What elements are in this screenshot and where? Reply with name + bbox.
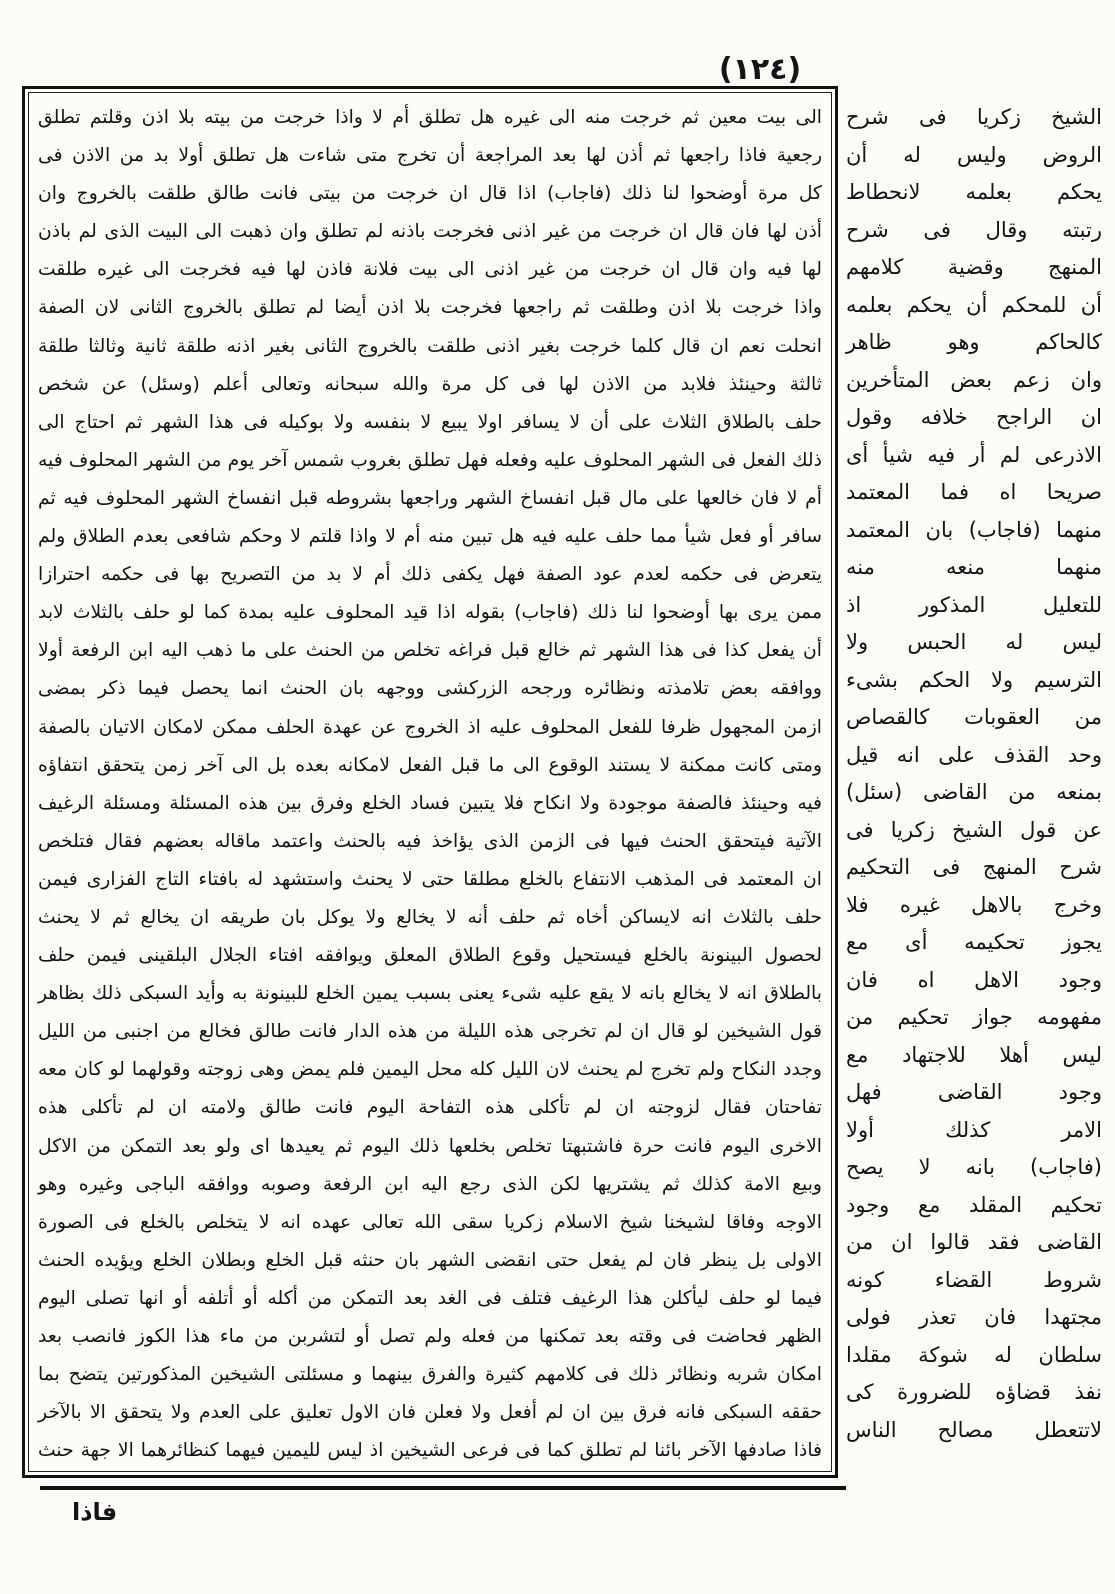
margin-note-line: القاضى فقد قالوا ان من	[846, 1230, 1102, 1254]
main-text-line: سافر أو فعل شيأ مما حلف عليه فيه هل تبين منه أم لا واذا قلتم لا وحكم شافعى بعدم الطلاق ولم	[38, 526, 822, 548]
main-text-line: حلف بالثلاث انه لايساكن أخاه ثم حلف أنه لا يخالع ولا يوكل بان طريقه ان يخالع ثم لا يحنث	[38, 906, 822, 928]
margin-notes-column	[846, 99, 1102, 1449]
main-text-line: الظهر فحاضت فى وقته بعد تمكنها من فعله ولم تصل أو لتشربن من ماء هذا الكوز فانصب بعد	[38, 1326, 822, 1347]
main-text-line: فيما لو حلف ليأكلن هذا الرغيف فتلف فى الغد بعد التمكن من أكله أو أتلفه أو انها تصلى اليوم	[38, 1287, 822, 1309]
margin-note-line: شروط القضاء كونه	[846, 1267, 1102, 1292]
main-text-line: واذا خرجت بلا اذن وطلقت ثم راجعها فخرجت بلا اذن أيضا لم تطلق بالخروج الثانى لان الصفة	[38, 297, 822, 319]
catchword: فاذا	[72, 1498, 118, 1526]
margin-note-line: منهما (فاجاب) بان المعتمد	[846, 517, 1102, 542]
main-text-line: الى بيت معين ثم خرجت منه الى غيره هل تطلق أم لا واذا خرجت من بيته بلا اذن وقلتم تطلق	[38, 107, 822, 128]
main-text-line: كل مرة أوضحوا لنا ذلك (فاجاب) اذا قال ان خرجت من بيتى فانت طالق طلقت بالخروج وان	[38, 183, 822, 205]
main-text-line: الاخرى اليوم فانت حرة فاشتبهتا تخلص بخلعها ذلك اليوم ثم يعيدها اى ولو بعد التمكن من الاكل	[38, 1135, 822, 1157]
main-text-line: أم لا فان خالعها على مال قبل انفساخ الشهر وراجعها بشروطه قبل انفساخ الشهر المحلوف فيه ثم	[38, 487, 822, 509]
margin-note-line: من العقوبات كالقصاص	[846, 705, 1102, 729]
main-text-line: وجدد النكاح ولم تخرج لم يحنث لان الليل كله محل اليمين فلم يمض وهى زوجته وقولهما لو كان معه	[38, 1059, 822, 1081]
margin-note-line: ليس أهلا للاجتهاد مع	[846, 1042, 1102, 1067]
main-text-line: أذن لها فان قال ان خرجت من غير اذنى فخرجت باذنه لم تطلق وان ذهبت الى البيت الذى لم باذن	[38, 221, 822, 243]
margin-note-line: مجتهدا فان تعذر فولى	[846, 1305, 1102, 1329]
main-text-line: الاوجه وفاقا لشيخنا شيخ الاسلام زكريا سقى الله تعالى عهده انه لا يتخلص بالخلع فى الصورة	[38, 1211, 822, 1233]
main-text-line: انحلت نعم ان قال كلما خرجت بغير اذنى طلقت بالخروج الثانى بغير اذنه طلقة ثانية وثالثا طلقة	[38, 335, 822, 357]
margin-note-line: سلطان له شوكة مقلدا	[846, 1342, 1102, 1367]
main-text-line: امكان شربه ونظائر ذلك فى كلامهم كثيرة والفرق بينهما و مسئلتى الشيخين المذكورتين يتضح بما	[38, 1364, 822, 1386]
margin-note-line: الاذرعى لم أر فيه شيأ أى	[846, 442, 1102, 467]
main-text-line: ممن يرى بها أوضحوا لنا ذلك (فاجاب) بقوله اذا قيد المحلوف عليه بمدة كما لو حلف بالثلاث لابد	[38, 602, 822, 624]
main-text-line: الآتية فيتحقق الحنث فيها فى الزمن الذى يؤاخذ فيه بالحنث واعتمد ماقاله بعضهم فقال فتلخص	[38, 830, 822, 852]
margin-note-line: ليس له الحبس ولا	[846, 630, 1102, 654]
page-number: (١٢٤)	[718, 52, 802, 87]
main-text-line: تفاحتان فقال لزوجته ان لم تأكلى هذه التفاحة اليوم فانت طالق ولامته ان لم تأكلى هذه	[38, 1097, 822, 1119]
main-text-line: وبيع الامة كذلك ثم يشتريها لكن الذى رجع اليه ابن الرفعة وصوبه ووافقه الباجى وغيره وهو	[38, 1173, 822, 1195]
main-text-line: بالطلاق انه لا يخالع بانه لا يقع عليه شىء يعنى بسبب يمين الخلع للبينونة به وأيد السبكى ذلك بظاهر	[38, 983, 822, 1005]
margin-note-line: الشيخ زكريا فى شرح	[846, 105, 1102, 129]
main-text-line: ووافقه بعض تلامذته ونظائره ورجحه الزركشى ووجهه بان الحنث انما يحصل فيما ذكر بمضى	[38, 678, 822, 700]
main-text-line: أن يفعل كذا فى هذا الشهر ثم خالع قبل فراغه تخلص من الحنث على ما ذهب اليه ابن الرفعة أولا	[38, 640, 822, 662]
main-text-line: الاولى بل ينظر فان لم يفعل حتى انقضى الشهر بان حنثه قبل الخلع وبطلان الخلع ويؤيده الحنث	[38, 1249, 822, 1271]
main-text-line: يتعرض فى حكمه لعدم عود الصفة فهل يكفى ذلك أم لا بد من التصريح بها فى حكمه احترازا	[38, 564, 822, 586]
margin-note-line: شرح المنهج فى التحكيم	[846, 855, 1102, 879]
margin-note-line: الامر كذلك أولا	[846, 1117, 1102, 1142]
main-text-line: ان المعتمد فى المذهب الانتفاع بالخلع مطلقا حتى لا يحنث واستشهد له بافتاء التاج الفزارى فيمن	[38, 868, 822, 890]
margin-note-line: وحد القذف على انه قيل	[846, 742, 1102, 767]
margin-note-line: كالحاكم وهو ظاهر	[846, 330, 1102, 354]
margin-note-line: مفهومه جواز تحكيم من	[846, 1005, 1102, 1029]
main-text-line: فاذا صادفها الآخر بائنا لم تطلق كما فى فرعى الشيخين اذ ليس لليمين فيهما كنظائرهما الا جهة حنث	[38, 1440, 822, 1462]
margin-note-line: رتبته وقال فى شرح	[846, 217, 1102, 242]
bottom-rule	[40, 1486, 846, 1490]
main-text-line: حققه السبكى فانه فرق بين ان لم أفعل ولا فعلن فان الاول تعليق على العدم ولا يتحقق الا بالآخر	[38, 1402, 822, 1424]
main-text-line: لها فيه وان قال ان خرجت من غير اذنى الى بيت فلانة فاذن لها فيه فخرجت الى غيره طلقت	[38, 259, 822, 281]
main-text-block	[38, 99, 822, 1470]
main-text-line: رجعية فاذا راجعها ثم أذن لها بعد المراجعة أن تخرج متى شاءت هل تطلق أولا بد من الاذن فى	[38, 145, 822, 167]
margin-note-line: أن للمحكم أن يحكم بعلمه	[846, 292, 1102, 317]
margin-note-line: بمنعه من القاضى (سئل)	[846, 780, 1102, 804]
margin-note-line: منهما منعه منه	[846, 555, 1102, 579]
margin-note-line: يجوز تحكيمه أى مع	[846, 930, 1102, 954]
margin-note-line: المنهج وقضية كلامهم	[846, 255, 1102, 279]
margin-note-line: الترسيم ولا الحكم بشىء	[846, 667, 1102, 692]
main-text-line: ازمن المجهول ظرفا للفعل المحلوف عليه اذ الخروج عن عهدة الحلف ممكن لامكان الاتيان بالصفة	[38, 716, 822, 738]
margin-note-line: وجود القاضى فهل	[846, 1080, 1102, 1104]
margin-note-line: وخرج بالاهل غيره فلا	[846, 892, 1102, 917]
margin-note-line: الروض وليس له أن	[846, 142, 1102, 167]
margin-note-line: وجود الاهل اه فان	[846, 967, 1102, 992]
main-text-line: حلف بالطلاق الثلاث على أن لا يسافر اولا يبيع لا بنفسه ولا بوكيله فى هذا الشهر ثم احتاج الى	[38, 411, 822, 433]
margin-note-line: يحكم بعلمه لانحطاط	[846, 180, 1102, 204]
main-text-line: لحصول البينونة بالخلع فيستحيل وقوع الطلاق المعلق ويوافقه افتاء الجلال البلقينى فيمن حلف	[38, 945, 822, 967]
main-text-line: قول الشيخين لو قال ان لم تخرجى هذه الليلة من هذه الدار فانت طالق فخالع من اجنبى من الليل	[38, 1021, 822, 1043]
main-text-line: ومتى كانت ممكنة لا يستند الوقوع الى ما قبل الفعل لامكانه بعده بل الى آخر زمن يتحقق انتفاؤه	[38, 754, 822, 776]
margin-note-line: وان زعم بعض المتأخرين	[846, 367, 1102, 392]
margin-note-line: تحكيم المقلد مع وجود	[846, 1192, 1102, 1217]
main-text-line: ثالثة وحينئذ فلابد من الاذن لها فى كل مرة والله سبحانه وتعالى أعلم (وسئل) عن شخص	[38, 373, 822, 395]
margin-note-line: للتعليل المذكور اذ	[846, 592, 1102, 617]
margin-note-line: صريحا اه فما المعتمد	[846, 480, 1102, 504]
margin-note-line: ان الراجح خلافه وقول	[846, 405, 1102, 429]
margin-note-line: (فاجاب) بانه لا يصح	[846, 1155, 1102, 1179]
margin-note-line: لاتتعطل مصالح الناس	[846, 1417, 1102, 1442]
margin-note-line: نفذ قضاؤه للضرورة كى	[846, 1380, 1102, 1404]
margin-note-line: عن قول الشيخ زكريا فى	[846, 817, 1102, 842]
main-text-line: فيه وحينئذ فالصفة موجودة ولا انكاح فلا يتبين فساد الخلع وفرق بين هذه المسئلة ومسئلة الرغيف	[38, 792, 822, 814]
main-text-line: ذلك الفعل فى الشهر المحلوف عليه وفعله فهل تطلق بغروب شمس آخر يوم من الشهر المحلوف فيه	[38, 449, 822, 471]
